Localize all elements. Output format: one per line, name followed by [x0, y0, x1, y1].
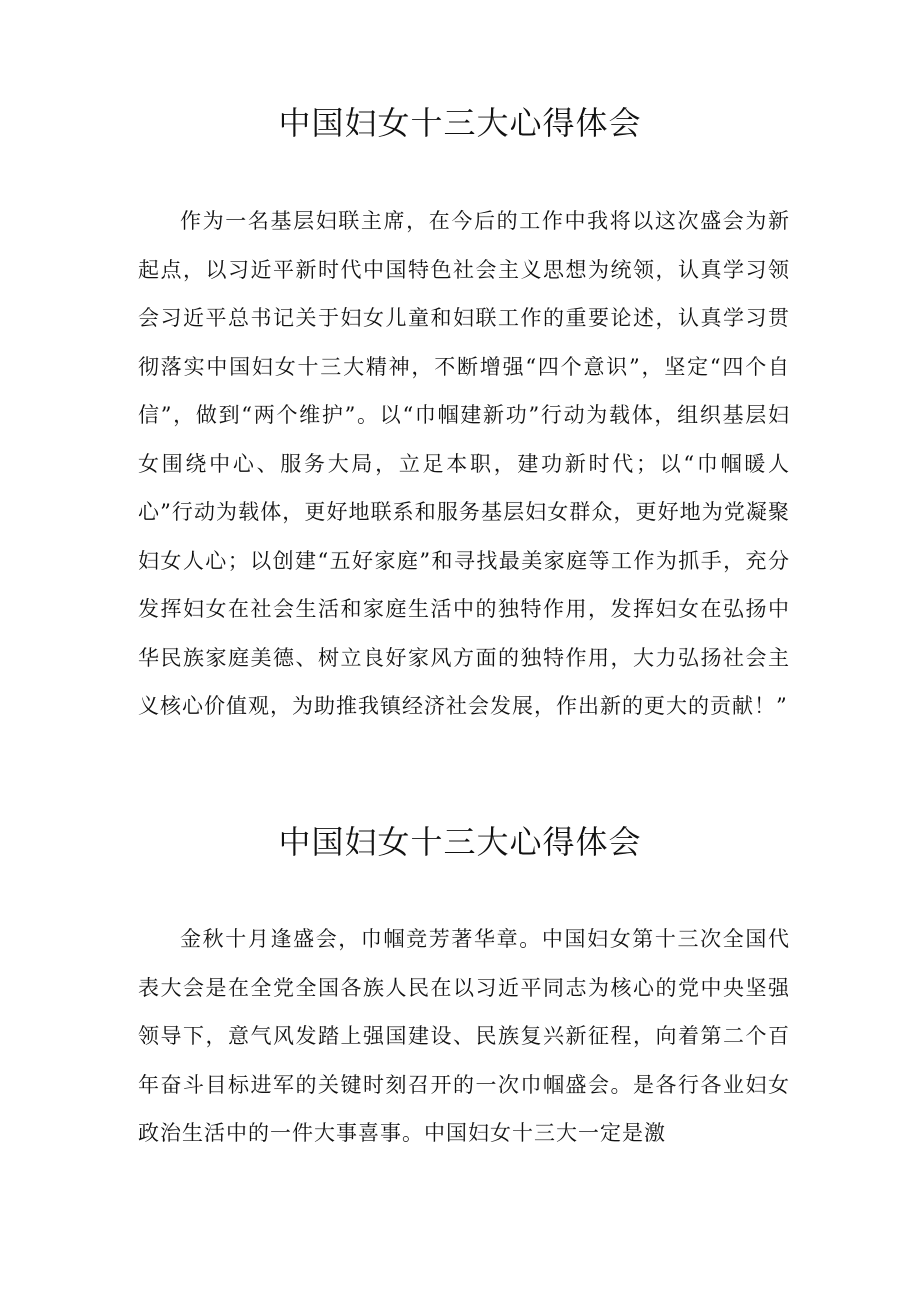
section-1-title: 中国妇女十三大心得体会: [278, 104, 642, 142]
section-1-body: 作为一名基层妇联主席，在今后的工作中我将以这次盛会为新起点，以习近平新时代中国特色社会主义思想为统领，认真学习领会习近平总书记关于妇女儿童和妇联工作的重要论述，认真学习贯彻落实中国妇女十三大精神，不断增强“四个意识”，坚定“四个自信”，做到“两个维护”。以“巾帼建新功”行动为载体，组织基层妇女围绕中心、服务大局，立足本职，建功新时代；以“巾帼暖人心”行动为载体，更好地联系和服务基层妇女群众，更好地为党凝聚妇女人心；以创建“五好家庭”和寻找最美家庭等工作为抓手，充分发挥妇女在社会生活和家庭生活中的独特作用，发挥妇女在弘扬中华民族家庭美德、树立良好家风方面的独特作用，大力弘扬社会主义核心价值观，为助推我镇经济社会发展，作出新的更大的贡献！”: [138, 209, 790, 718]
section-2-body: 金秋十月逢盛会，巾帼竞芳著华章。中国妇女第十三次全国代表大会是在全党全国各族人民在以习近平同志为核心的党中央坚强领导下，意气风发踏上强国建设、民族复兴新征程，向着第二个百年奋斗目标进军的关键时刻召开的一次巾帼盛会。是各行各业妇女政治生活中的一件大事喜事。中国妇女十三大一定是激: [138, 927, 790, 1145]
section-2-title: 中国妇女十三大心得体会: [278, 823, 642, 861]
